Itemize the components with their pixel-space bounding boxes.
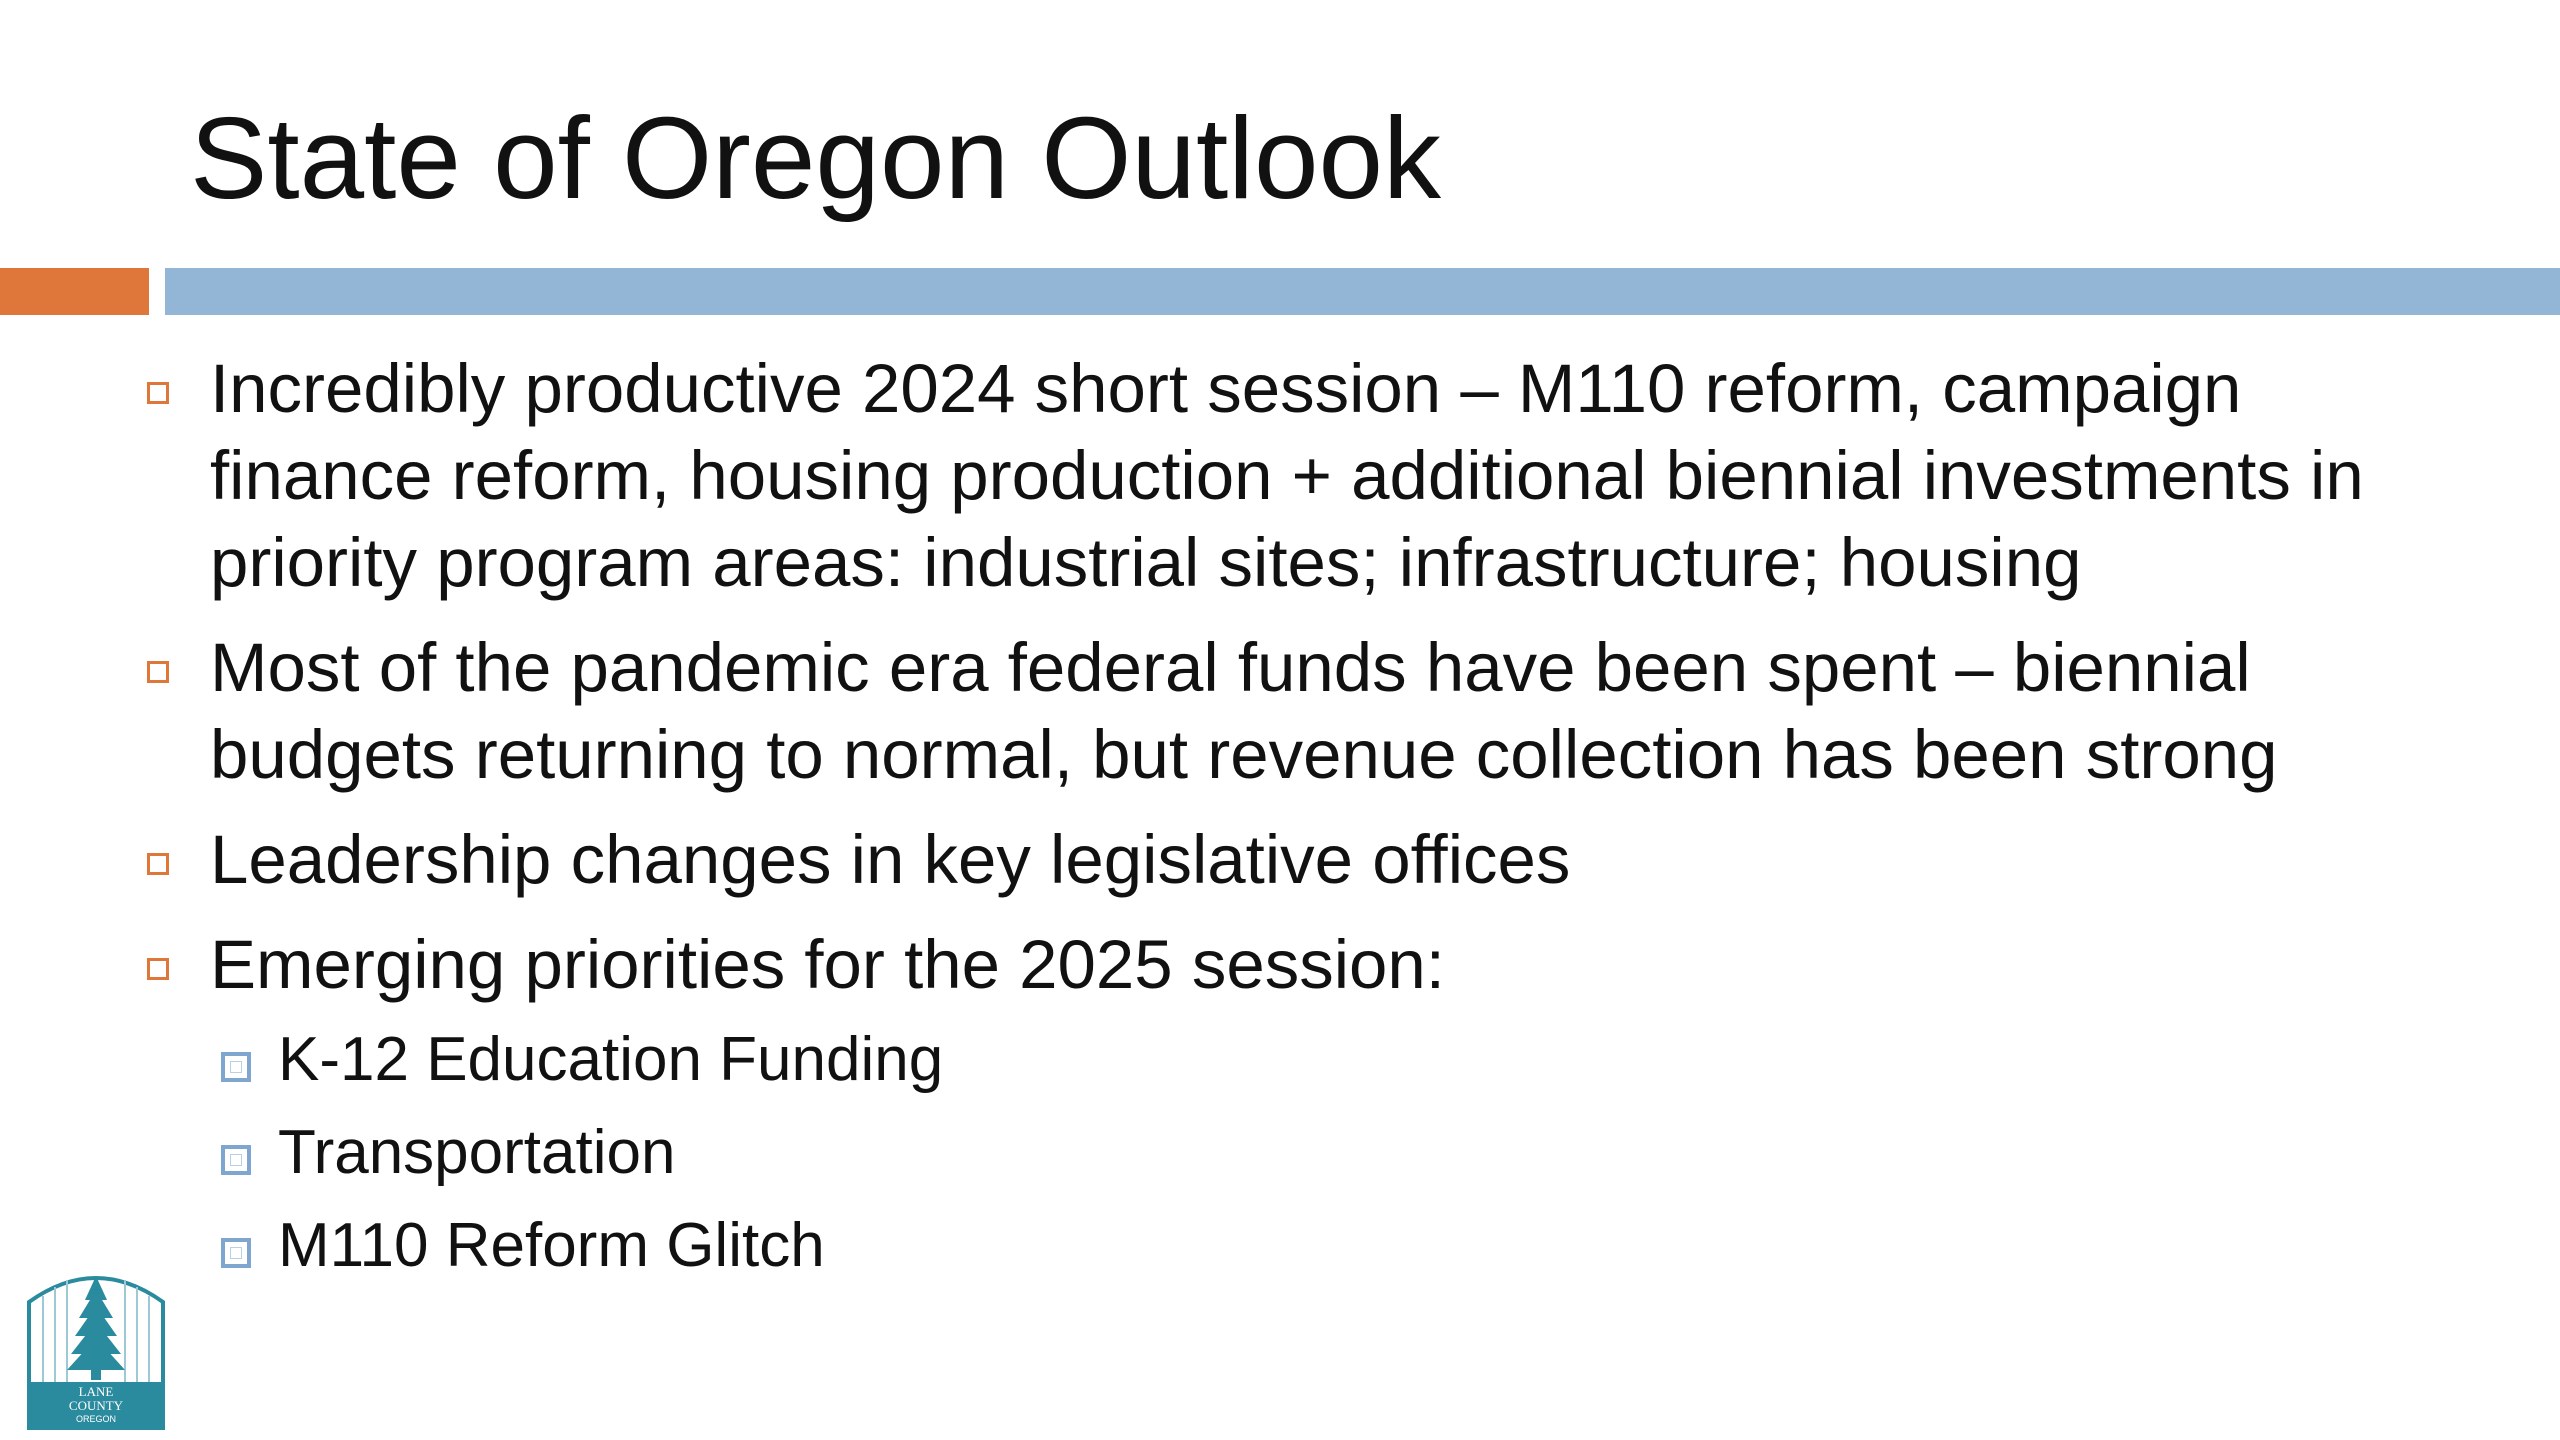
square-bullet-icon — [147, 958, 169, 980]
bullet-item — [145, 345, 2475, 606]
bullet-item — [145, 816, 2475, 903]
bullet-text: Leadership changes in key legislative offices — [210, 821, 1571, 898]
sub-bullet-text: M110 Reform Glitch — [278, 1211, 825, 1280]
square-bullet-icon — [147, 382, 169, 404]
sub-bullet-item — [145, 1022, 2475, 1097]
title-rule-blue — [165, 268, 2560, 315]
lane-county-tree-logo — [25, 1262, 167, 1432]
bullet-text: Most of the pandemic era federal funds have been spent – biennial budgets returning to normal, but revenue collection has been strong — [210, 629, 2278, 793]
title-rule-orange — [0, 268, 149, 315]
sub-bullet-text: K-12 Education Funding — [278, 1025, 944, 1094]
sub-bullet-text: Transportation — [278, 1118, 676, 1187]
bullet-item — [145, 921, 2475, 1008]
square-sub-bullet-icon — [221, 1145, 251, 1175]
bullet-list — [145, 345, 2475, 1016]
logo-text-line2: COUNTY — [68, 1398, 124, 1413]
bullet-text: Emerging priorities for the 2025 session: — [210, 926, 1445, 1003]
sub-bullet-item — [145, 1115, 2475, 1190]
square-bullet-icon — [147, 853, 169, 875]
square-bullet-icon — [147, 661, 169, 683]
sub-bullet-list — [145, 1022, 2475, 1301]
sub-bullet-item — [145, 1208, 2475, 1283]
square-sub-bullet-icon — [221, 1052, 251, 1082]
logo-text-line3: OREGON — [75, 1414, 117, 1424]
bullet-item — [145, 624, 2475, 798]
logo-text-line1: LANE — [78, 1384, 114, 1399]
slide-title: State of Oregon Outlook — [190, 93, 1441, 223]
bullet-text: Incredibly productive 2024 short session – M110 reform, campaign finance reform, housing production + additional biennial investments in priority program areas: industrial sites; infrastructure; housing — [210, 350, 2364, 601]
square-sub-bullet-icon — [221, 1238, 251, 1268]
